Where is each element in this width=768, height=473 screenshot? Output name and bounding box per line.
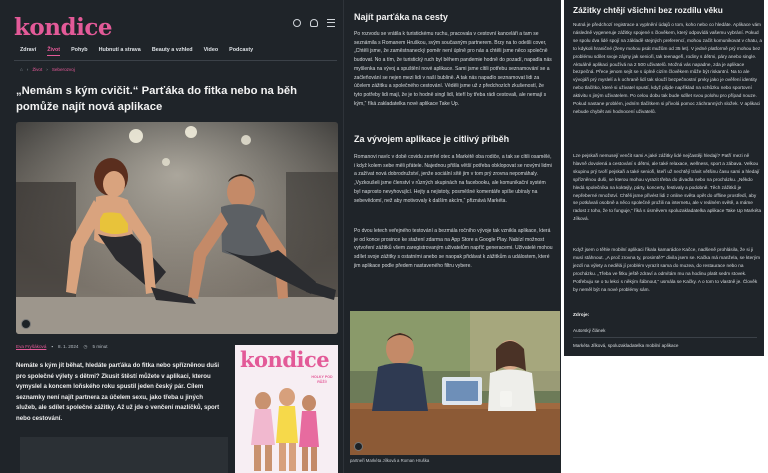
nav-item-video[interactable]: Video: [203, 47, 219, 53]
expand-photo-icon[interactable]: [21, 319, 31, 329]
clock-icon: ◷: [83, 344, 88, 349]
article-perex: Nemáte s kým jít běhat, hledáte parťáka do fitka nebo spřízněnou duši pro společné výlety s dětmi? Zkusit štěstí můžete v aplikaci, kterou vymyslel a koncem loňského roku spustil jeden český pár. Cílem seznamky není najít partnera za účelem sexu, jako třeba u jiných služeb, ale sdílet společné zážitky. Až už jde o venčení mazlíčků, sport nebo cestování.: [16, 362, 220, 422]
section-paragraph: Když jsem o těhle mobilní aplikaci říkala kamarádce Kačce, nadšeně prohlásila, že si ji musí stáhnout. „A proč zrovna ty, prosimtě?“ divila jsem se. Kačka má manžela, se kterým jezdí na výlety a nedělá jí problém vyrazit sama do muzea, do restaurace nebo na procházku. „Třeba ve fitku ještě zdraví a odmítám mu na hodinu platit sedm stovek. Potřebuju se o tu lekci s někým šábnout,“ usmála se Kačky. A o tom to vlastně je. Člověk by neměl být na nové problémy sám.: [573, 247, 761, 292]
section-paragraph: Nutná je předchozí registrace a vyplnění údajů o tom, koho nebo co hledáte. Aplikace vám následně vygeneruje zážitky spojené s člověkem, který odpovídá vašemu vybrání. Pokud se spolu dva lidé spojí na základě stejných preferencí, mohou začít komunikovat v chatu, a to kdykoli hraničné (ženy mohou psát mužům od 35 let). V jedné platformě prý mohou bez problému sdílet svoje zájmy jak senioři, tak teenageři, rodiny s dětmi, páry anebo single. Aktuálně aplikaci používá na 2 500 uživatelů. Možná vás napadne, zda je aplikace bezpečná. Přece jenom sejít se s úplně cizím člověkem může být riskantní. Na to ale vývojáři prý myslelí a k ochraně lidí tak slouží bezpečnostní prvky jako je ověření identity nebo tlačítko, které si uživatel spustí, když půjde například na schůzku nebo sportovní aktivitu s jiným uživatelem. Po celou dobu tak bude sdílet svou polohu pro případ nouze. Pokud nastane problém, jedním tlačítkem si přivolá pomoc záchranných složek. V aplikaci nebude chybět ani hodnocení uživatelů.: [573, 22, 763, 114]
author-link[interactable]: Eva Fryšáková: [16, 344, 47, 349]
section-heading-zazitky: Zážitky chtějí všichni bez rozdílu věku: [573, 5, 723, 15]
main-navigation: [20, 47, 253, 56]
article-right-column: [561, 0, 768, 473]
nav-item-podcasty[interactable]: Podcasty: [229, 47, 254, 53]
publish-date: 8. 1. 2024: [58, 344, 79, 349]
nav-item-zdravi[interactable]: Zdraví: [20, 47, 37, 53]
article-main-column: [0, 0, 343, 473]
section-heading-cesty: Najít parťáka na cesty: [354, 12, 448, 22]
section-paragraph: Po dvou letech veřejného testování a bezmála ročního vývoje tak vznikla aplikace, která je od konce prosince ke stažení zdarma na App Store a Google Play. Nabízí možnost vytvoření zážitků všem zaregistrovaným uživatelům napříč generacemi. Uživatelé mohou sdílet svoje zážitky s ostatními anebo se naopak přidávat k zážitkům a událostem, které jim aplikace podle předem nastaveného filtru vybere.: [354, 228, 553, 269]
section-paragraph: Po rozvodu se vrátila k turistickému ruchu, pracovala v cestovní kanceláři a tam se seznámila s Romanem Hruškou, svým současným partnerem. Brzy na to odešli cover, „Chtěli jsme, že zaměstnanecký poměr není úplně pro nás a chtěli jsme něco společně budovat. No a tím, že turistický ruch byl během pandemie hodně do pozadí, napadla nás myšlenka na vývoj a spuštění nové aplikace. Sami jsme cítili potřebu seznamování se a začleňování se nejen mezi lidi v naší bublině. A tak nás napadlo seznamovat lidi za účelem zážitku a společného cestování. Věděli jsme už z předchozích zkušeností, že tyto potřeby lidi mají, že je to hodně singl lidí, kteří by třeba rádi cestovali, ale nemají s kým,“ říká zakladatelka nové aplikace Take Up.: [354, 31, 552, 107]
founders-scene-illustration: [350, 311, 560, 455]
breadcrumb-item[interactable]: Seberozvoj: [51, 67, 75, 72]
expand-photo-icon[interactable]: [354, 442, 363, 451]
sources-label: Zdroje:: [573, 313, 590, 318]
nav-item-beauty[interactable]: Beauty a vzhled: [151, 47, 193, 53]
magazine-badge: HOLKY POD RŮŽÍ!: [311, 375, 333, 384]
hero-photo: [16, 122, 338, 334]
article-panel: [564, 0, 764, 356]
magazine-cover-art: [235, 345, 338, 473]
source-item: Markéta Jílková, spoluzakladatelka mobilní aplikace: [573, 343, 679, 348]
breadcrumb-item[interactable]: Život: [32, 67, 43, 72]
article-middle-column: [343, 0, 561, 473]
header-divider: [14, 60, 337, 61]
home-icon[interactable]: ⌂: [20, 67, 23, 72]
read-time: 5 minut: [92, 344, 108, 349]
site-header: [0, 0, 343, 44]
calendar-icon: ▪: [51, 344, 54, 349]
section-paragraph: Lze pejskaři nemusejí venčit sami A jaké zážitky lidé nejčastěji hledají? Patří mezi ně hlavně dovolená a cestování s dětmi, ale také relaxace, wellness, sport a zábava. Velkou skupinu prý tvoří pejskaři a také senioři, kteří už nechtějí trávit většinu času sami a hledají spřízněnou duši, se kterou mohou vyrazit třeba do divadla nebo na procházku. „Někdo hledá společníka na koktejly, párty, koncerty, festivaly a podobně. Těch zážitků je nepřeberné množství. Chtěli jsme přivést lidi z online světa opět do offline prostředí, aby se potkávali osobně a něco společně prožili na internetu, ale v reálném světě, a máme radost z toho, že to funguje,“ říká s úsměvem spoluzakladatelka aplikace Take Up Markéta Jílková.: [573, 153, 762, 222]
source-item: Autorský článek: [573, 328, 606, 333]
menu-icon[interactable]: [327, 19, 335, 27]
section-paragraph: Romanovi navíc v době covidu zemřel otec a Markétě oba rodiče, a tak se cítili osamělé, i když kolem sebe měli přátele. Najednou přišla větší potřeba obklopovat se novými lidmi a zažívat nová dobrodružství, jenže sociální sítě jim v tom prý zrovna nepomáhaly. „Vyzkoušeli jsme členství v různých skupinách na facebooku, ale komunikační systém byl naprosto nevyhovující. Hejty a nejistoty, posměšné komentáře spíše ubíraly na sebevědomí, než aby motivovaly k dalším akcím,“ přiznává Markéta.: [354, 154, 552, 204]
user-icon[interactable]: [310, 19, 318, 27]
gym-scene-illustration: [16, 122, 338, 334]
section-heading-vyvoj: Za vývojem aplikace je citlivý příběh: [354, 134, 510, 144]
magazine-cover-ad[interactable]: [235, 345, 338, 473]
nav-item-zivot[interactable]: Život: [47, 47, 60, 56]
site-logo[interactable]: kondice: [14, 14, 112, 41]
search-icon[interactable]: [293, 19, 301, 27]
photo-caption: partneři Markéta Jílková a Roman Hruška: [350, 458, 430, 463]
content-placeholder-block: [20, 437, 228, 473]
founders-photo: [350, 311, 560, 455]
nav-item-hubnuti[interactable]: Hubnutí a strava: [98, 47, 141, 53]
article-headline: „Nemám s kým cvičit.“ Parťáka do fitka nebo na běh pomůže najít nová aplikace: [16, 85, 298, 113]
article-meta: [16, 344, 108, 350]
header-icons: [293, 19, 335, 27]
magazine-logo: kondice: [240, 347, 330, 372]
nav-item-pohyb[interactable]: Pohyb: [71, 47, 88, 53]
breadcrumb: ⌂ › Život › Seberozvoj: [20, 67, 75, 72]
source-divider: [573, 337, 757, 338]
